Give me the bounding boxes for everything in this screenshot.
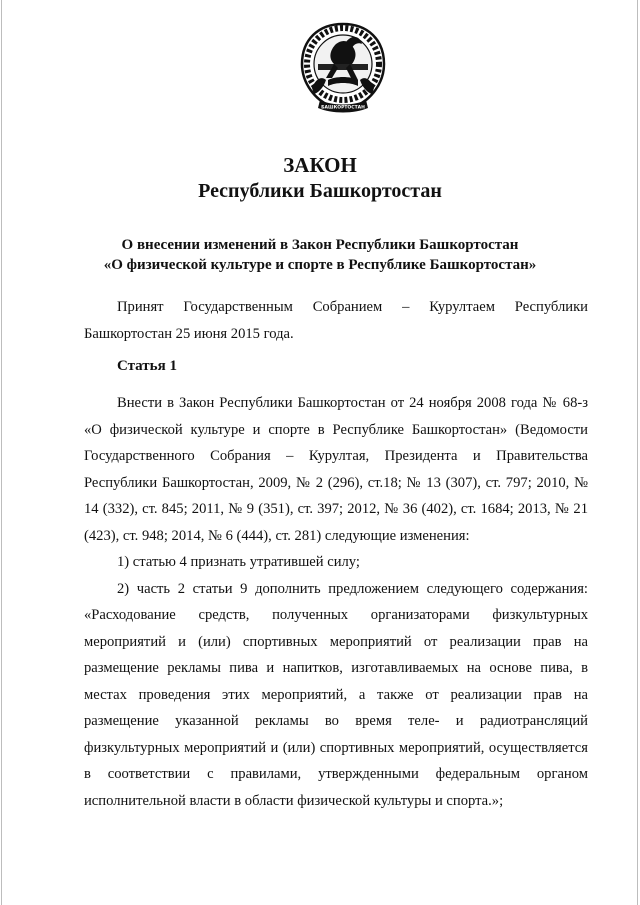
article-paragraph: 2) часть 2 статьи 9 дополнить предложением следующего содержания: «Расходование средств, полученных организаторами физкультурных мероприятий и (или) спортивных мероприятий от реализации прав на размещение рекламы пива и напитков, изготавливаемых на основе пива, в местах проведения этих мероприятий, а также от реализации прав на размещение указанной рекламы во время теле- и радиотрансляций физкультурных мероприятий и (или) спортивных мероприятий, осуществляется в соответствии с правилами, утвержденными федеральным органом исполнительной власти в области физической культуры и спорта.»; — [84, 580, 588, 809]
ribbon-text: БАШКОРТОСТАН — [321, 105, 365, 111]
coat-of-arms-icon — [298, 20, 388, 116]
amendment-title — [0, 235, 640, 275]
adoption-statement: Принят Государственным Собранием – Курултаем Республики Башкортостан 25 июня 2015 года. — [84, 299, 588, 342]
amendment-title-line2: «О физической культуре и спорте в Республике Башкортостан» — [103, 257, 537, 273]
page-left-edge — [1, 0, 2, 905]
article-body — [84, 390, 588, 814]
article-paragraph: Внести в Закон Республики Башкортостан от 24 ноября 2008 года № 68-з «О физической культуре и спорте в Республике Башкортостан» (Ведомости Государственного Собрания – Курултая, Президента и Правительства Республики Башкортостан, 2009, № 2 (296), ст.18; № 13 (307), ст. 797; 2010, № 14 (332), ст. 845; 2011, № 9 (351), ст. 397; 2012, № 36 (402), ст. 1684; 2013, № 21 (423), ст. 948; 2014, № 6 (444), ст. 281) следующие изменения: — [84, 395, 588, 544]
law-subtitle: Республики Башкортостан — [198, 180, 442, 202]
article-heading: Статья 1 — [117, 358, 177, 374]
page-right-edge — [637, 0, 638, 905]
amendment-title-line1: О внесении изменений в Закон Республики Башкортостан — [121, 237, 519, 253]
article-paragraph: 1) статью 4 признать утратившей силу; — [117, 554, 360, 570]
law-title: ЗАКОН — [283, 153, 357, 177]
